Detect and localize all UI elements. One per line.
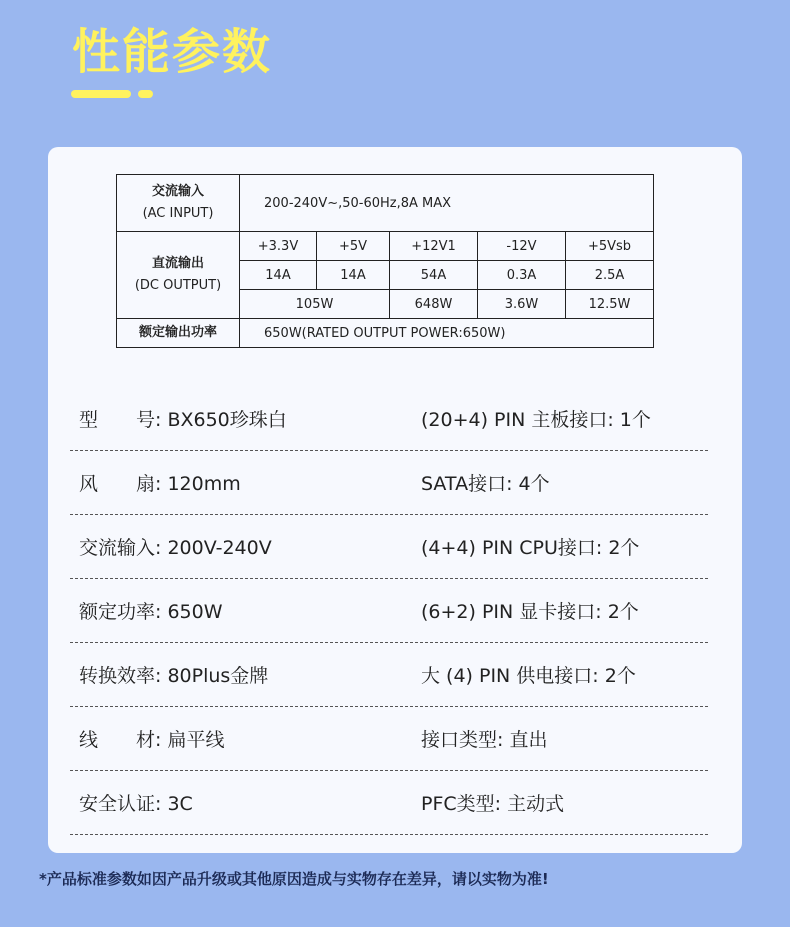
spec-row bbox=[70, 515, 708, 579]
title-underline bbox=[71, 90, 131, 98]
spec-right: PFC类型: 主动式 bbox=[421, 793, 565, 815]
title-underline-dot bbox=[138, 90, 153, 98]
dc-label-cn: 直流输出 bbox=[151, 256, 204, 271]
current-cell: 14A bbox=[317, 261, 390, 290]
rail-cell: -12V bbox=[478, 232, 566, 261]
power-cell: 12.5W bbox=[566, 290, 654, 319]
rail-cell: +5Vsb bbox=[566, 232, 654, 261]
rated-output-value: 650W(RATED OUTPUT POWER:650W) bbox=[240, 319, 654, 348]
dc-label-en: (DC OUTPUT) bbox=[134, 278, 222, 293]
spec-left: 风 扇: 120mm bbox=[79, 473, 241, 495]
spec-left: 型 号: BX650珍珠白 bbox=[79, 409, 287, 431]
spec-row bbox=[70, 579, 708, 643]
ac-input-label bbox=[117, 175, 240, 232]
ac-input-value: 200-240V~,50-60Hz,8A MAX bbox=[240, 175, 654, 232]
power-cell: 105W bbox=[240, 290, 390, 319]
rated-output-label: 额定输出功率 bbox=[117, 319, 240, 348]
spec-row bbox=[70, 771, 708, 835]
rail-cell: +5V bbox=[317, 232, 390, 261]
footnote: *产品标准参数如因产品升级或其他原因造成与实物存在差异，请以实物为准! bbox=[39, 870, 549, 888]
power-spec-table bbox=[116, 174, 654, 348]
spec-right: (6+2) PIN 显卡接口: 2个 bbox=[421, 601, 639, 623]
spec-left: 交流输入: 200V-240V bbox=[79, 537, 272, 559]
current-cell: 0.3A bbox=[478, 261, 566, 290]
spec-list bbox=[70, 387, 708, 835]
current-cell: 2.5A bbox=[566, 261, 654, 290]
spec-row bbox=[70, 707, 708, 771]
ac-label-en: (AC INPUT) bbox=[142, 206, 214, 221]
spec-right: (20+4) PIN 主板接口: 1个 bbox=[421, 409, 651, 431]
dc-output-label bbox=[117, 232, 240, 319]
spec-left: 线 材: 扁平线 bbox=[79, 729, 225, 751]
spec-row bbox=[70, 387, 708, 451]
power-cell: 3.6W bbox=[478, 290, 566, 319]
rail-cell: +3.3V bbox=[240, 232, 317, 261]
spec-card bbox=[48, 147, 742, 853]
current-cell: 14A bbox=[240, 261, 317, 290]
spec-right: 接口类型: 直出 bbox=[421, 729, 548, 751]
power-cell: 648W bbox=[390, 290, 478, 319]
spec-left: 转换效率: 80Plus金牌 bbox=[79, 665, 269, 687]
spec-row bbox=[70, 451, 708, 515]
rail-cell: +12V1 bbox=[390, 232, 478, 261]
spec-row bbox=[70, 643, 708, 707]
spec-left: 额定功率: 650W bbox=[79, 601, 223, 623]
spec-left: 安全认证: 3C bbox=[79, 793, 193, 815]
spec-right: (4+4) PIN CPU接口: 2个 bbox=[421, 537, 640, 559]
ac-label-cn: 交流输入 bbox=[151, 184, 204, 199]
spec-right: SATA接口: 4个 bbox=[421, 473, 550, 495]
spec-right: 大 (4) PIN 供电接口: 2个 bbox=[421, 665, 636, 687]
page-title: 性能参数 bbox=[72, 24, 273, 80]
current-cell: 54A bbox=[390, 261, 478, 290]
